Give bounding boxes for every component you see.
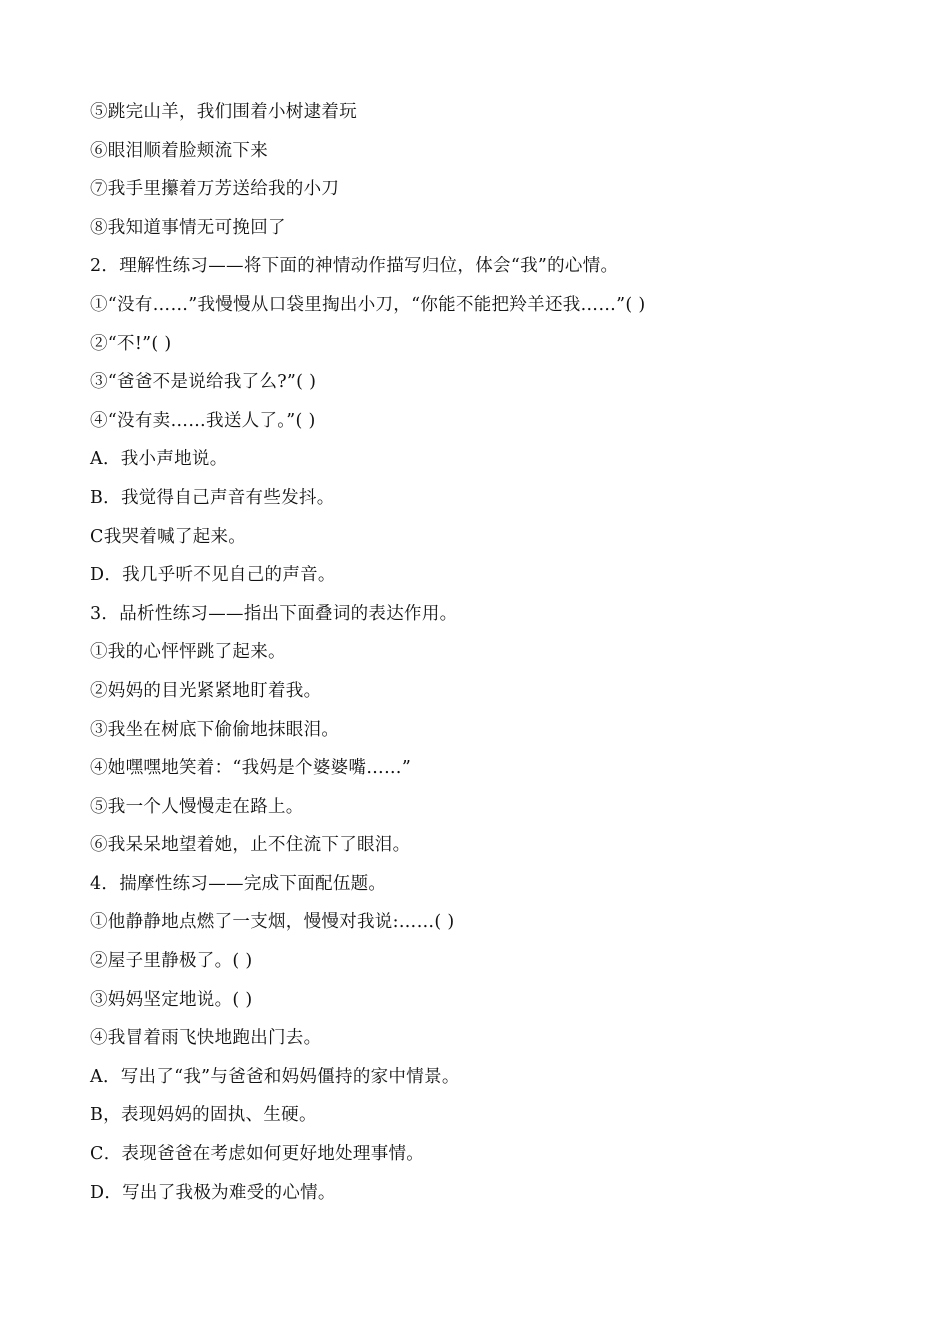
text-line: ⑦我手里攥着万芳送给我的小刀 [90, 179, 340, 200]
option-line: B，表现妈妈的固执、生硬。 [90, 1105, 317, 1126]
text-line: ②“不!”( ) [90, 333, 172, 354]
text-line: ②妈妈的目光紧紧地盯着我。 [90, 680, 322, 701]
option-line: D．我几乎听不见自己的声音。 [90, 565, 336, 586]
text-line: ③妈妈坚定地说。( ) [90, 989, 253, 1010]
text-line: ③“爸爸不是说给我了么?”( ) [90, 372, 317, 393]
text-line: ①他静静地点燃了一支烟，慢慢对我说:……( ) [90, 912, 455, 933]
text-line: ①我的心怦怦跳了起来。 [90, 642, 286, 663]
text-line: ④“没有卖……我送人了。”( ) [90, 410, 316, 431]
option-line: C我哭着喊了起来。 [90, 526, 247, 547]
option-line: B．我觉得自己声音有些发抖。 [90, 487, 335, 508]
text-line: ④她嘿嘿地笑着：“我妈是个婆婆嘴……” [90, 758, 412, 779]
text-line: ⑥眼泪顺着脸颊流下来 [90, 140, 268, 161]
text-line: ⑥我呆呆地望着她，止不住流下了眼泪。 [90, 835, 411, 856]
text-line: ⑤跳完山羊，我们围着小树逮着玩 [90, 102, 357, 122]
question-heading: 2．理解性练习——将下面的神情动作描写归位，体会“我”的心情。 [90, 256, 619, 277]
question-heading: 3．品析性练习——指出下面叠词的表达作用。 [90, 603, 458, 624]
option-line: D．写出了我极为难受的心情。 [90, 1182, 336, 1203]
text-line: ②屋子里静极了。( ) [90, 951, 253, 972]
option-line: C．表现爸爸在考虑如何更好地处理事情。 [90, 1144, 425, 1165]
question-heading: 4．揣摩性练习——完成下面配伍题。 [90, 873, 387, 894]
text-line: ①“没有……”我慢慢从口袋里掏出小刀，“你能不能把羚羊还我……”( ) [90, 294, 646, 315]
option-line: A．写出了“我”与爸爸和妈妈僵持的家中情景。 [90, 1066, 460, 1087]
text-line: ⑧我知道事情无可挽回了 [90, 217, 286, 238]
document-body [90, 97, 910, 1216]
text-line: ⑤我一个人慢慢走在路上。 [90, 796, 304, 817]
option-line: A．我小声地说。 [90, 449, 228, 470]
text-line: ④我冒着雨飞快地跑出门去。 [90, 1028, 322, 1049]
text-line: ③我坐在树底下偷偷地抹眼泪。 [90, 719, 340, 740]
